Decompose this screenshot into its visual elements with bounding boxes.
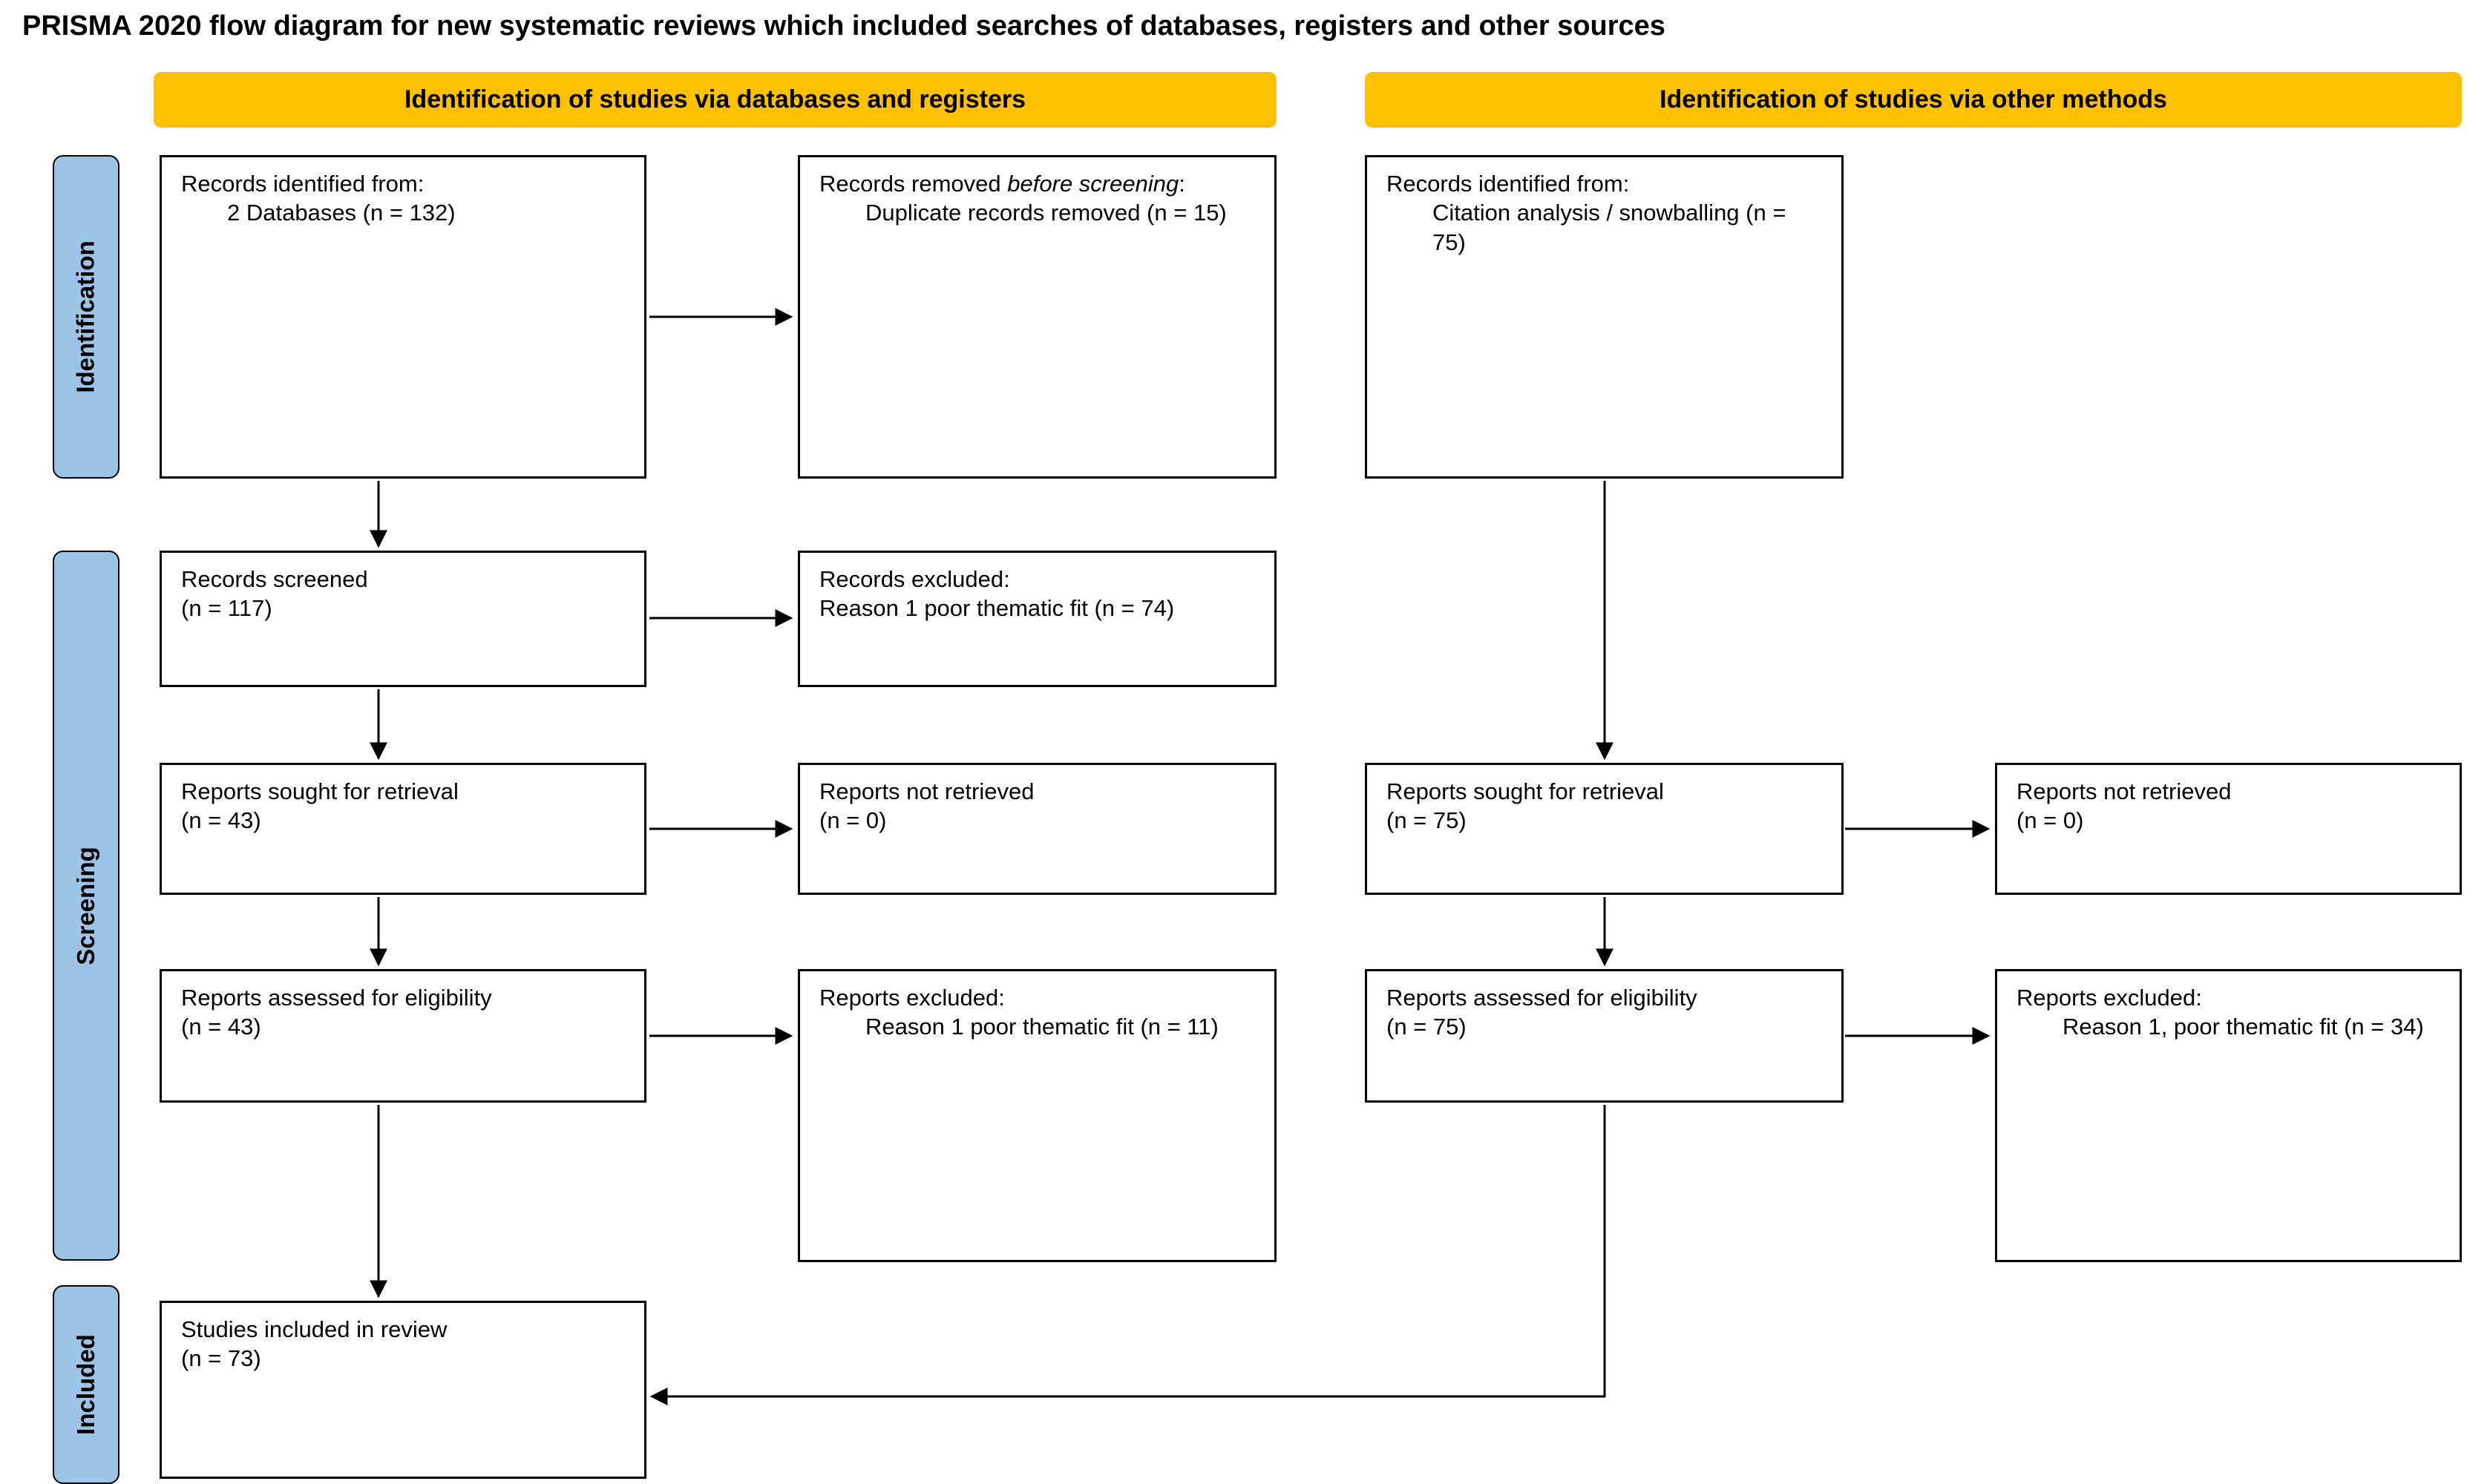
box-text-line — [819, 169, 1255, 198]
banner-other-methods: Identification of studies via other methods — [1365, 72, 2462, 128]
box-text-line: Records identified from: — [1386, 171, 1630, 197]
box-reports-excluded-other — [1995, 969, 2462, 1262]
diagram-title: PRISMA 2020 flow diagram for new systematic reviews which included searches of databases, registers and other sources — [22, 10, 1665, 42]
box-records-removed-before-screening — [798, 155, 1277, 479]
box-text-line: (n = 75) — [1386, 807, 1467, 834]
text-segment-italic: before screening — [1007, 171, 1179, 197]
stage-label: Identification — [72, 240, 99, 393]
box-text-line: (n = 73) — [181, 1345, 261, 1372]
stage-screening — [53, 551, 119, 1261]
box-reports-not-retrieved-other — [1995, 763, 2462, 895]
box-studies-included — [160, 1301, 646, 1479]
stage-included — [53, 1285, 119, 1484]
box-text-line: Reports excluded: — [2016, 985, 2202, 1011]
box-records-excluded — [798, 551, 1277, 687]
box-text-line: (n = 43) — [181, 1014, 261, 1040]
box-reports-sought-other — [1365, 763, 1844, 895]
box-text-line: Studies included in review — [181, 1316, 448, 1342]
box-text-line: (n = 75) — [1386, 1014, 1467, 1040]
box-text-line: (n = 43) — [181, 807, 261, 834]
box-text-line: Reports sought for retrieval — [181, 778, 459, 804]
box-text-line: Reason 1 poor thematic fit (n = 74) — [819, 595, 1175, 622]
box-reports-excluded-databases — [798, 969, 1277, 1262]
box-text-line: (n = 0) — [2016, 807, 2084, 834]
box-text-line: Reason 1, poor thematic fit (n = 34) — [2063, 1014, 2424, 1040]
text-segment: : — [1179, 171, 1185, 197]
box-records-identified-databases — [160, 155, 646, 479]
stage-label: Screening — [72, 846, 99, 965]
box-text-line: 2 Databases (n = 132) — [227, 200, 456, 226]
stage-identification — [53, 155, 119, 479]
text-segment: Records removed — [819, 171, 1008, 197]
banner-databases-registers: Identification of studies via databases and registers — [154, 72, 1277, 128]
box-text-line: Reports not retrieved — [2016, 778, 2232, 804]
box-text-line: Duplicate records removed (n = 15) — [865, 200, 1227, 226]
box-text-line: (n = 117) — [181, 595, 272, 622]
box-text-line: Reports not retrieved — [819, 778, 1035, 804]
box-text-line: Records screened — [181, 566, 368, 592]
box-text-line: Records excluded: — [819, 566, 1010, 592]
box-text-line: Reports assessed for eligibility — [181, 985, 492, 1011]
box-records-screened — [160, 551, 646, 687]
box-records-identified-other — [1365, 155, 1844, 479]
box-text-line: Citation analysis / snowballing (n = 75) — [1432, 200, 1786, 255]
box-reports-assessed-other — [1365, 969, 1844, 1103]
box-reports-assessed-databases — [160, 969, 646, 1103]
box-text-line: Records identified from: — [181, 171, 425, 197]
stage-label: Included — [72, 1334, 99, 1435]
box-text-line: Reports sought for retrieval — [1386, 778, 1664, 804]
box-text-line: (n = 0) — [819, 807, 887, 834]
box-text-line: Reports assessed for eligibility — [1386, 985, 1697, 1011]
box-text-line: Reason 1 poor thematic fit (n = 11) — [865, 1014, 1219, 1040]
box-reports-not-retrieved-databases — [798, 763, 1277, 895]
box-text-line: Reports excluded: — [819, 985, 1005, 1011]
box-reports-sought-databases — [160, 763, 646, 895]
